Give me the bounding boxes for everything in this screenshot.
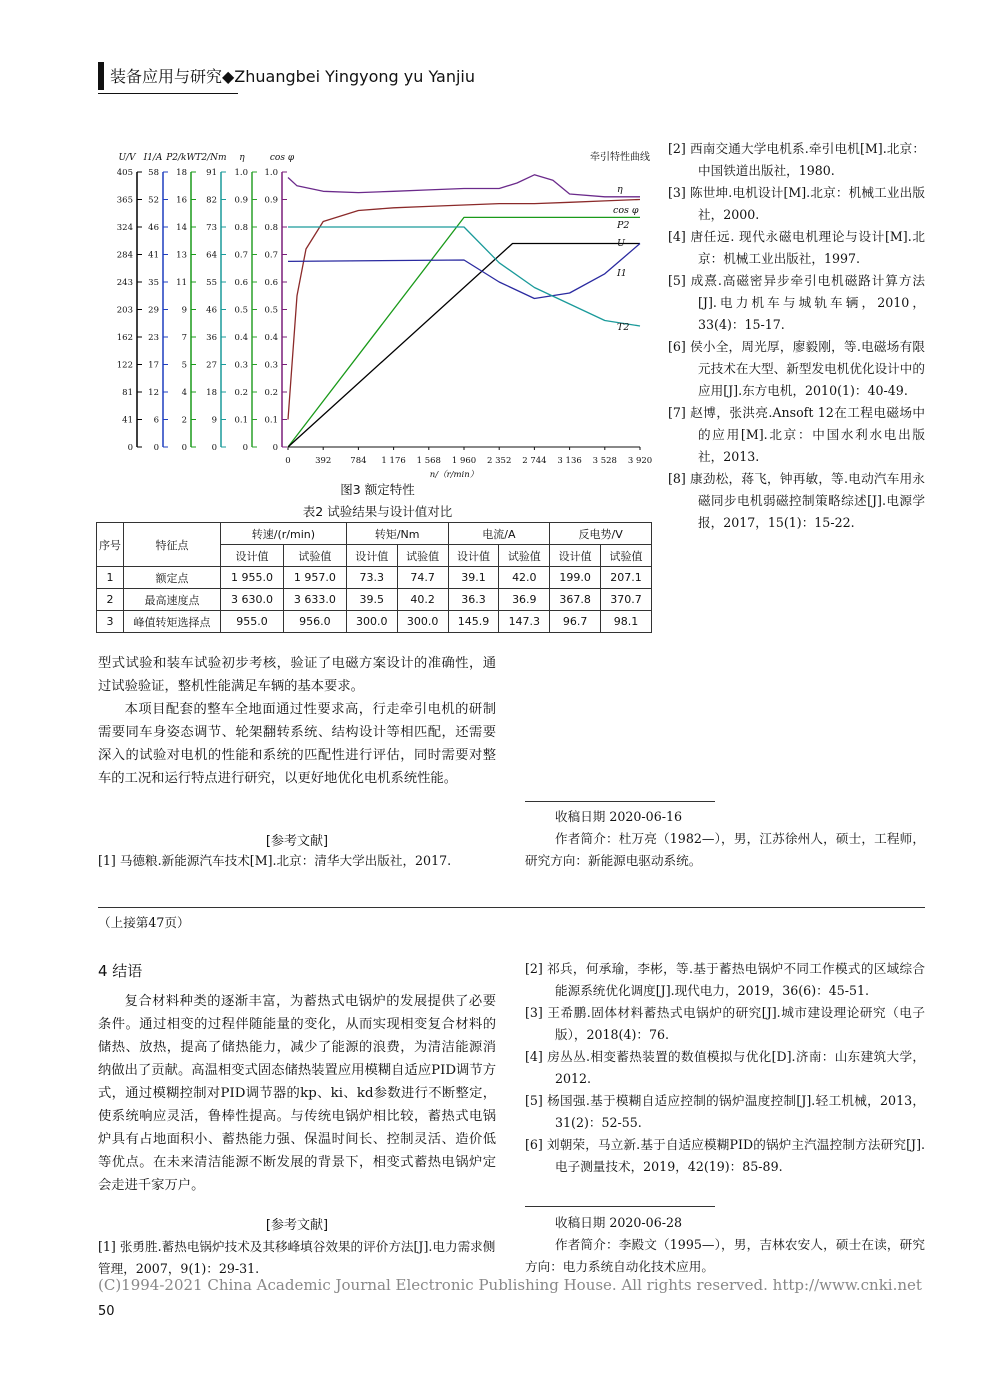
x-tick-label: 1 960	[451, 456, 477, 466]
header-underline	[98, 93, 238, 94]
cell: 370.7	[601, 589, 652, 611]
cell: 39.5	[346, 589, 397, 611]
x-tick-label: 784	[350, 456, 367, 466]
reference-list-bottom-right	[525, 958, 925, 1178]
reference-item: [5] 杨国强.基于模糊自适应控制的锅炉温度控制[J].轻工机械，2013，31(2)：52-55.	[525, 1093, 925, 1130]
references-heading: [参考文献]	[265, 834, 329, 849]
reference-item: [2] 西南交通大学电机系.牵引电机[M].北京：中国铁道出版社，1980.	[668, 141, 925, 178]
y-tick-label: 4	[181, 388, 187, 398]
sub-test: 试验值	[499, 545, 550, 567]
y-tick-label: 73	[206, 223, 217, 233]
cell: 40.2	[397, 589, 448, 611]
sub-test: 试验值	[601, 545, 652, 567]
sub-design: 设计值	[346, 545, 397, 567]
y-tick-label: 0.6	[264, 278, 278, 288]
y-tick-label: 324	[116, 223, 133, 233]
y-tick-label: 81	[122, 388, 133, 398]
series-line	[288, 227, 640, 326]
y-tick-label: 0.3	[234, 360, 248, 371]
copyright-watermark: (C)1994-2021 China Academic Journal Electronic Publishing House. All rights reserved. http://www.cnki.net	[98, 1276, 922, 1294]
author-bio: 作者简介：李殿文（1995—），男，吉林农安人，硕士在读，研究方向：电力系统自动化技术应用。	[525, 1237, 925, 1274]
results-table	[96, 522, 652, 633]
y-tick-label: 52	[148, 195, 159, 206]
divider	[525, 801, 715, 802]
cell: 96.7	[550, 611, 601, 633]
table-row	[97, 611, 652, 633]
y-tick-label: 122	[116, 360, 133, 371]
y-tick-label: 18	[176, 168, 187, 178]
y-tick-label: 46	[148, 223, 159, 233]
reference-item: [2] 祁兵，何承瑜，李彬，等.基于蓄热电锅炉不同工作模式的区域综合能源系统优化调度[J].现代电力，2019，36(6)：45-51.	[525, 961, 925, 998]
sub-design: 设计值	[448, 545, 499, 567]
series-line	[288, 244, 640, 448]
author-bio: 作者简介：杜万亮（1982—），男，江苏徐州人，硕士，工程师，研究方向：新能源电驱动系统。	[525, 831, 925, 868]
y-axis-header: cos φ	[269, 153, 295, 163]
series-line	[288, 217, 640, 447]
y-tick-label: 0.8	[264, 223, 278, 233]
received-date: 收稿日期 2020-06-16	[555, 809, 682, 824]
y-tick-label: 405	[116, 168, 133, 178]
cell: 39.1	[448, 567, 499, 589]
cell: 145.9	[448, 611, 499, 633]
series-line	[288, 200, 640, 420]
page-number: 50	[98, 1304, 115, 1319]
y-tick-label: 0.7	[264, 250, 278, 261]
y-tick-label: 0	[127, 443, 133, 453]
x-tick-label: 3 136	[557, 456, 582, 466]
reference-item: [6] 侯小全，周光厚，廖毅刚，等.电磁场有限元技术在大型、新型发电机优化设计中的应用[J].东方电机，2010(1)：40-49.	[668, 339, 925, 398]
reference-item: [8] 康劲松，蒋飞，钟再敏，等.电动汽车用永磁同步电机弱磁控制策略综述[J].电源学报，2017，15(1)：15-22.	[668, 471, 925, 530]
y-tick-label: 0.4	[264, 333, 278, 343]
reference-item: [5] 成熹.高磁密异步牵引电机磁路计算方法[J].电力机车与城轨车辆，2010，33(4)：15-17.	[668, 273, 925, 332]
y-tick-label: 12	[148, 388, 159, 398]
y-tick-label: 11	[176, 278, 187, 288]
y-axis-header: T2/Nm	[195, 153, 227, 163]
x-tick-label: 2 352	[487, 456, 512, 466]
y-tick-label: 0	[242, 443, 248, 453]
y-tick-label: 0.6	[234, 278, 248, 288]
y-tick-label: 35	[148, 278, 159, 288]
y-tick-label: 46	[206, 305, 217, 316]
y-tick-label: 0.9	[264, 195, 278, 206]
y-tick-label: 0.2	[234, 388, 248, 398]
y-tick-label: 5	[181, 360, 187, 371]
chart-corner-title: 牵引特性曲线	[590, 152, 650, 163]
y-tick-label: 18	[206, 388, 217, 398]
y-tick-label: 284	[116, 250, 133, 261]
y-tick-label: 0	[153, 443, 159, 453]
y-tick-label: 0.7	[234, 250, 248, 261]
col-feature: 特征点	[124, 523, 221, 567]
cell: 956.0	[283, 611, 346, 633]
section-divider	[98, 907, 925, 908]
y-tick-label: 0.4	[234, 333, 248, 343]
reference-item: [6] 刘朝荣，马立新.基于自适应模糊PID的锅炉主汽温控制方法研究[J].电子测量技术，2019，42(19)：85-89.	[525, 1137, 925, 1174]
y-tick-label: 27	[206, 360, 217, 371]
y-tick-label: 0	[211, 443, 217, 453]
cell: 98.1	[601, 611, 652, 633]
y-axis-header: I1/A	[143, 153, 163, 163]
y-tick-label: 365	[116, 195, 133, 206]
x-tick-label: 1 176	[381, 456, 406, 466]
y-tick-label: 9	[211, 415, 217, 426]
divider	[525, 1206, 715, 1207]
reference-list-top-right	[668, 138, 925, 534]
series-line	[288, 175, 640, 197]
reference-item: [1] 马德粮.新能源汽车技术[M].北京：清华大学出版社，2017.	[98, 853, 452, 868]
y-tick-label: 82	[206, 195, 217, 206]
cell: 3 633.0	[283, 589, 346, 611]
y-tick-label: 2	[181, 415, 187, 426]
y-tick-label: 17	[148, 360, 159, 371]
y-axis-header: η	[239, 153, 245, 163]
y-tick-label: 0.5	[264, 305, 278, 316]
y-tick-label: 9	[181, 305, 187, 316]
x-tick-label: 2 744	[522, 456, 547, 466]
received-date: 收稿日期 2020-06-28	[555, 1215, 682, 1230]
x-tick-label: 3 920	[627, 456, 653, 466]
y-tick-label: 0.8	[234, 223, 248, 233]
reference-item: [4] 房丛丛.相变蓄热装置的数值模拟与优化[D].济南：山东建筑大学，2012.	[525, 1049, 925, 1086]
series-label: cos φ	[613, 205, 639, 216]
y-axis-header: U/V	[118, 153, 136, 163]
x-axis-label: n/（r/min）	[429, 470, 479, 480]
cell: 300.0	[397, 611, 448, 633]
body-paragraph: 型式试验和装车试验初步考核，验证了电磁方案设计的准确性，通过试验验证，整机性能满足车辆的基本要求。	[98, 656, 496, 694]
series-label: T2	[617, 322, 630, 333]
y-tick-label: 7	[181, 333, 187, 343]
y-tick-label: 16	[176, 195, 187, 206]
y-tick-label: 1.0	[264, 168, 278, 178]
cell: 最高速度点	[124, 589, 221, 611]
table-row	[97, 567, 652, 589]
y-tick-label: 162	[116, 333, 133, 343]
y-tick-label: 0.2	[264, 388, 278, 398]
y-tick-label: 0.1	[234, 415, 248, 426]
series-label: U	[617, 238, 626, 249]
reference-item: [7] 赵博，张洪亮.Ansoft 12在工程电磁场中的应用[M].北京：中国水利水电出版社，2013.	[668, 405, 925, 464]
cell: 955.0	[221, 611, 284, 633]
y-tick-label: 1.0	[234, 168, 248, 178]
series-label: I1	[617, 268, 627, 279]
sub-test: 试验值	[397, 545, 448, 567]
x-tick-label: 0	[285, 456, 291, 466]
continued-note: （上接第47页）	[98, 915, 190, 930]
x-tick-label: 1 568	[416, 456, 441, 466]
y-tick-label: 0.1	[264, 415, 278, 426]
y-tick-label: 243	[116, 278, 133, 288]
cell: 2	[97, 589, 124, 611]
section-heading: 4 结语	[98, 962, 143, 980]
table-row	[97, 589, 652, 611]
y-tick-label: 41	[122, 415, 133, 426]
cell: 300.0	[346, 611, 397, 633]
y-tick-label: 23	[148, 333, 159, 343]
y-tick-label: 14	[176, 223, 187, 233]
series-label: η	[617, 184, 623, 195]
traction-characteristic-chart	[95, 140, 660, 495]
y-tick-label: 6	[153, 415, 159, 426]
y-tick-label: 58	[148, 168, 159, 178]
y-tick-label: 0.3	[264, 360, 278, 371]
y-tick-label: 36	[206, 333, 217, 343]
sub-test: 试验值	[283, 545, 346, 567]
reference-item: [3] 王希鹏.固体材料蓄热式电锅炉的研究[J].城市建设理论研究（电子版），2018(4)：76.	[525, 1005, 925, 1042]
cell: 3	[97, 611, 124, 633]
group-speed: 转速/(r/min)	[221, 523, 347, 545]
references-heading: [参考文献]	[265, 1218, 329, 1233]
cell: 峰值转矩选择点	[124, 611, 221, 633]
x-tick-label: 3 528	[592, 456, 617, 466]
y-tick-label: 29	[148, 305, 159, 316]
reference-item: [3] 陈世坤.电机设计[M].北京：机械工业出版社，2000.	[668, 185, 925, 222]
cell: 1 957.0	[283, 567, 346, 589]
y-tick-label: 0.5	[234, 305, 248, 316]
sub-design: 设计值	[550, 545, 601, 567]
col-seq: 序号	[97, 523, 124, 567]
reference-item: [1] 张勇胜.蓄热电锅炉技术及其移峰填谷效果的评价方法[J].电力需求侧管理，2007，9(1)：29-31.	[98, 1239, 496, 1276]
cell: 1 955.0	[221, 567, 284, 589]
cell: 额定点	[124, 567, 221, 589]
cell: 207.1	[601, 567, 652, 589]
cell: 73.3	[346, 567, 397, 589]
group-current: 电流/A	[448, 523, 550, 545]
cell: 3 630.0	[221, 589, 284, 611]
group-emf: 反电势/V	[550, 523, 652, 545]
y-tick-label: 55	[206, 278, 217, 288]
sub-design: 设计值	[221, 545, 284, 567]
group-torque: 转矩/Nm	[346, 523, 448, 545]
y-tick-label: 13	[176, 250, 187, 261]
figure-caption: 图3 额定特性	[340, 482, 415, 497]
journal-header: 装备应用与研究◆Zhuangbei Yingyong yu Yanjiu	[110, 67, 476, 86]
series-line	[288, 244, 640, 299]
y-tick-label: 64	[206, 250, 217, 261]
y-tick-label: 41	[148, 250, 159, 261]
body-paragraph: 复合材料种类的逐渐丰富，为蓄热式电锅炉的发展提供了必要条件。通过相变的过程伴随能量的变化，从而实现相变复合材料的储热、放热，提高了储热能力，减少了能源的浪费，为清洁能源消纳做出了贡献。高温相变式固态储热装置应用模糊自适应PID调节方式，通过模糊控制对PID调节器的kp、ki、kd参数进行不断整定，使系统响应灵活，鲁棒性提高。与传统电锅炉相比较，蓄热式电锅炉具有占地面积小、蓄热能力强、保温时间长、控制灵活、造价低等优点。在未来清洁能源不断发展的背景下，相变式蓄热电锅炉定会走进千家万户。	[98, 994, 496, 1193]
cell: 1	[97, 567, 124, 589]
header-bar	[98, 62, 104, 90]
cell: 199.0	[550, 567, 601, 589]
x-tick-label: 392	[315, 456, 332, 466]
y-tick-label: 0.9	[234, 195, 248, 206]
y-tick-label: 203	[116, 305, 133, 316]
reference-item: [4] 唐任远. 现代永磁电机理论与设计[M].北京：机械工业出版社，1997.	[668, 229, 925, 266]
cell: 147.3	[499, 611, 550, 633]
cell: 42.0	[499, 567, 550, 589]
body-paragraph: 本项目配套的整车全地面通过性要求高，行走牵引电机的研制需要同车身姿态调节、轮架翻转系统、结构设计等相匹配，还需要深入的试验对电机的性能和系统的匹配性进行评估，同时需要对整车的工况和运行特点进行研究，以更好地优化电机系统性能。	[98, 702, 496, 786]
y-axis-header: P2/kW	[166, 153, 196, 163]
cell: 367.8	[550, 589, 601, 611]
series-label: P2	[617, 220, 630, 231]
cell: 36.9	[499, 589, 550, 611]
y-tick-label: 0	[272, 443, 278, 453]
y-tick-label: 91	[206, 168, 217, 178]
cell: 36.3	[448, 589, 499, 611]
cell: 74.7	[397, 567, 448, 589]
y-tick-label: 0	[181, 443, 187, 453]
table-caption: 表2 试验结果与设计值对比	[302, 504, 453, 519]
